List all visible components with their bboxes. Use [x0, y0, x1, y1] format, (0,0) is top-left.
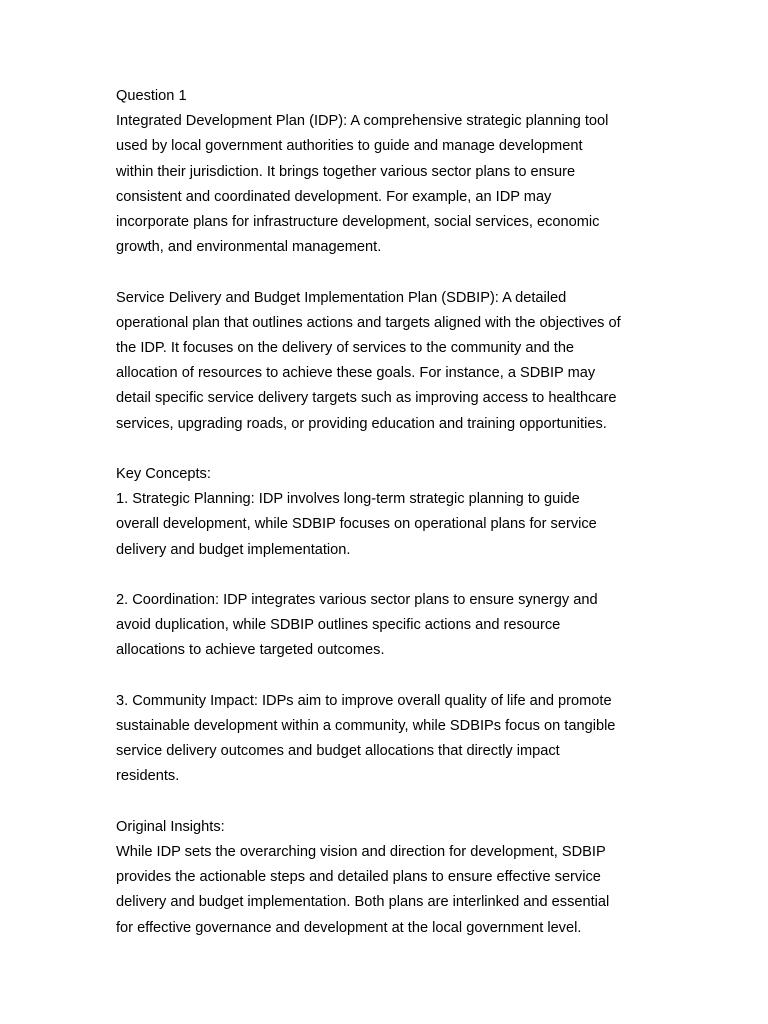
paragraph-spacer: [116, 437, 676, 462]
text-line: allocations to achieve targeted outcomes.: [116, 642, 385, 659]
text-line: delivery and budget implementation. Both plans are interlinked and essential: [116, 894, 610, 911]
text-line: 2. Coordination: IDP integrates various sector plans to ensure synergy and: [116, 592, 598, 609]
original-insights-section: [116, 815, 676, 941]
text-line: overall development, while SDBIP focuses on operational plans for service: [116, 516, 597, 533]
paragraph-spacer: [116, 260, 676, 285]
text-line: avoid duplication, while SDBIP outlines specific actions and resource: [116, 617, 561, 634]
text-line: While IDP sets the overarching vision and direction for development, SDBIP: [116, 844, 606, 861]
paragraph-spacer: [116, 790, 676, 815]
question-heading: Question 1: [116, 88, 187, 104]
text-line: within their jurisdiction. It brings together various sector plans to ensure: [116, 163, 576, 180]
text-line: the IDP. It focuses on the delivery of services to the community and the: [116, 340, 575, 357]
text-line: Integrated Development Plan (IDP): A comprehensive strategic planning tool: [116, 113, 609, 130]
text-line: residents.: [116, 768, 180, 785]
text-line: services, upgrading roads, or providing education and training opportunities.: [116, 415, 607, 432]
text-line: used by local government authorities to guide and manage development: [116, 138, 583, 155]
section-heading: Original Insights:: [116, 818, 225, 835]
idp-definition-paragraph: [116, 109, 676, 260]
text-line: Service Delivery and Budget Implementation Plan (SDBIP): A detailed: [116, 289, 567, 306]
community-impact-paragraph: [116, 689, 676, 790]
text-line: operational plan that outlines actions and targets aligned with the objectives of: [116, 314, 621, 331]
text-line: provides the actionable steps and detailed plans to ensure effective service: [116, 869, 601, 886]
document-page: [116, 84, 676, 941]
text-line: for effective governance and development at the local government level.: [116, 919, 582, 936]
text-line: 3. Community Impact: IDPs aim to improve overall quality of life and promote: [116, 692, 612, 709]
paragraph-spacer: [116, 563, 676, 588]
text-line: growth, and environmental management.: [116, 239, 382, 256]
key-concepts-section: [116, 462, 676, 563]
paragraph-spacer: [116, 664, 676, 689]
section-heading: Key Concepts:: [116, 466, 211, 483]
text-line: allocation of resources to achieve these goals. For instance, a SDBIP may: [116, 365, 596, 382]
sdbip-definition-paragraph: [116, 286, 676, 437]
question-heading-block: [116, 84, 676, 109]
coordination-paragraph: [116, 588, 676, 664]
text-line: delivery and budget implementation.: [116, 541, 351, 558]
text-line: incorporate plans for infrastructure development, social services, economic: [116, 214, 600, 231]
text-line: detail specific service delivery targets such as improving access to healthcare: [116, 390, 617, 407]
text-line: service delivery outcomes and budget allocations that directly impact: [116, 743, 560, 760]
text-line: sustainable development within a community, while SDBIPs focus on tangible: [116, 718, 616, 735]
text-line: 1. Strategic Planning: IDP involves long-term strategic planning to guide: [116, 491, 580, 508]
text-line: consistent and coordinated development. For example, an IDP may: [116, 188, 552, 205]
